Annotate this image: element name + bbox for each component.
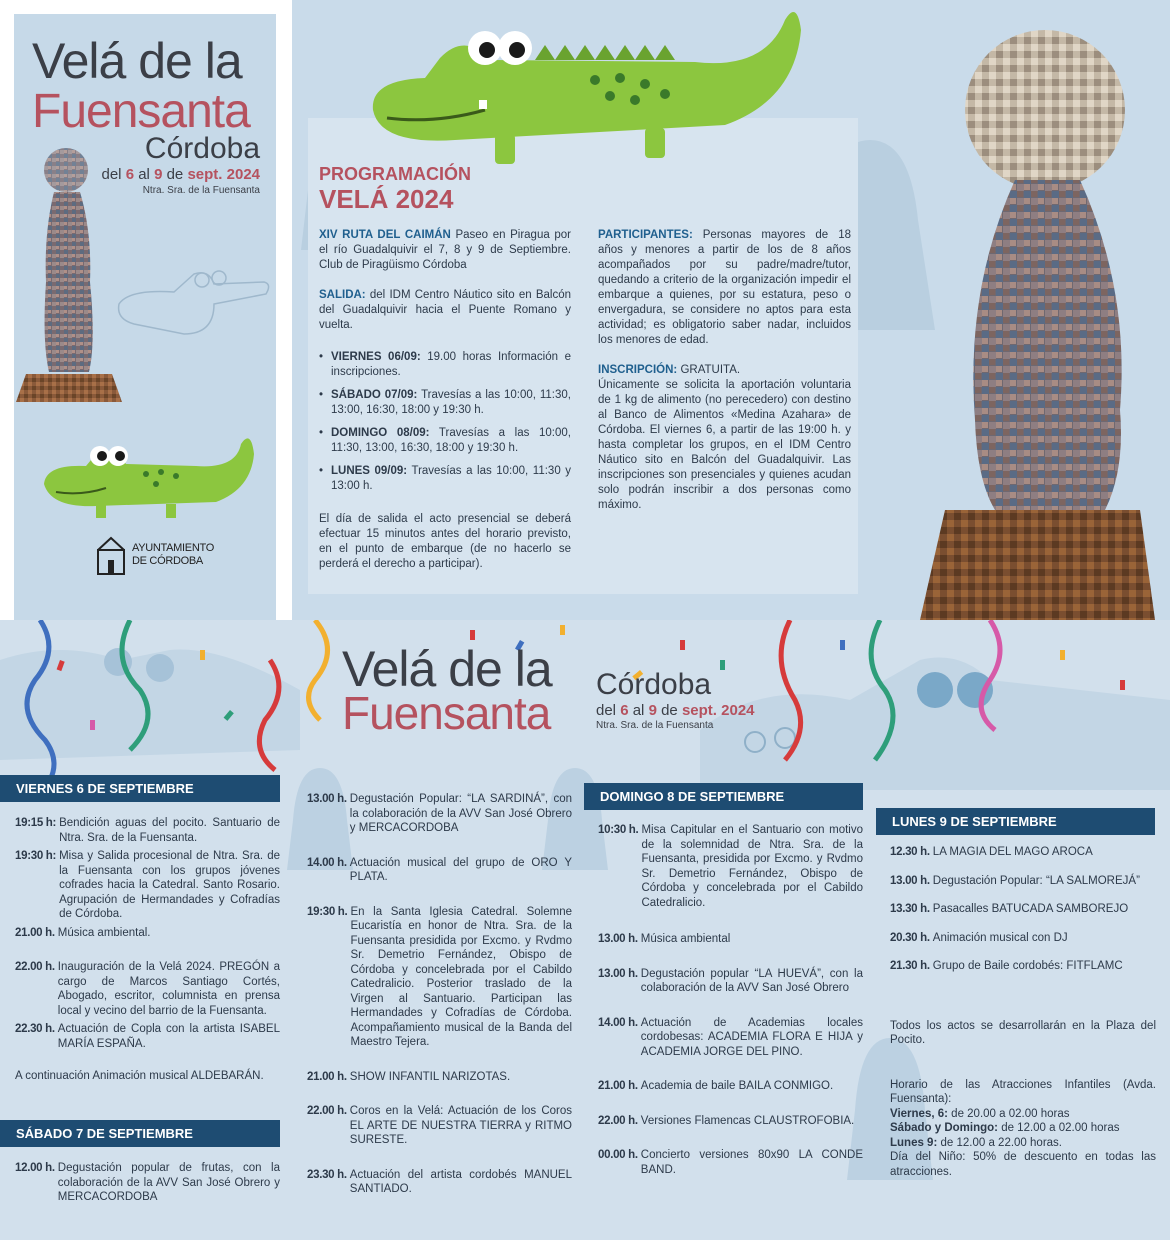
event-row: 12.00 h. Degustación popular de frutas, con la colaboración de la AVV San José Obrero y MERCACORDOBA bbox=[15, 1162, 280, 1203]
city-hall-icon bbox=[94, 536, 128, 576]
program-panel bbox=[308, 118, 858, 594]
event-row: 20.30 h. Animación musical con DJ bbox=[890, 931, 1068, 944]
banner-dates: del 6 al 9 de sept. 2024 bbox=[596, 702, 755, 719]
day-header-lunes: LUNES 9 DE SEPTIEMBRE bbox=[876, 808, 1155, 835]
event-row: 14.00 h. Actuación de Academias locales cordobesas: ACADEMIA FLORA E HIJA y ACADEMIA JORGE DEL PINO. bbox=[598, 1016, 863, 1058]
list-item: • DOMINGO 08/09: Travesías a las 10:00, 11:30, 13:00, 16:30, 18:00 y 19:30 h. bbox=[319, 426, 571, 456]
banner-title-line1: Velá de la bbox=[342, 641, 552, 697]
cover-background bbox=[14, 14, 276, 620]
list-item: • SÁBADO 07/09: Travesías a las 10:00, 11:30, 13:00, 16:30, 18:00 y 19:30 h. bbox=[319, 388, 571, 418]
ruta-text: Paseo en Piragua por el río Guadalquivir el 7, 8 y 9 de Septiembre. Club de Piragüismo Córdoba bbox=[319, 229, 571, 271]
event-row: 22.00 h. Coros en la Velá: Actuación de los Coros EL ARTE DE NUESTRA TIERRA y RITMO SURESTE. bbox=[307, 1105, 572, 1146]
inscripcion-label: INSCRIPCIÓN: bbox=[598, 364, 678, 376]
event-row: 13.00 h. Música ambiental bbox=[598, 933, 731, 945]
day-header-sabado: SÁBADO 7 DE SEPTIEMBRE bbox=[0, 1120, 280, 1147]
crocodile-icon-large bbox=[365, 0, 805, 175]
program-left-column bbox=[319, 228, 571, 587]
event-row: 22.00 h. Inauguración de la Velá 2024. PREGÓN a cargo de Marcos Santiago Cortés, Abogado, escritor, columnista en prensa local y vecino del barrio de la Fuensanta. bbox=[15, 961, 280, 1017]
salida-label: SALIDA: bbox=[319, 289, 366, 301]
ruta-label: XIV RUTA DEL CAIMÁN bbox=[319, 229, 451, 241]
program-right-column bbox=[598, 228, 851, 528]
sabado-events-continued bbox=[307, 792, 572, 1211]
atracciones-title: Horario de las Atracciones Infantiles (Avda. Fuensanta): bbox=[890, 1078, 1156, 1105]
event-row: 21.30 h. Grupo de Baile cordobés: FITFLAMC bbox=[890, 960, 1123, 972]
salida-text: del IDM Centro Náutico sito en Balcón del Guadalquivir hacia el Puente Romano y vuelta. bbox=[319, 289, 571, 331]
inscripcion-text: Únicamente se solicita la aportación voluntaria de 1 kg de alimento (no perecedero) con destino al Banco de Alimentos «Medina Azahara» de Córdoba. El viernes 6, a partir de las 19:00 h. y hasta completar los grupos, en el IDM Centro Náutico sito en Balcón del Guadalquivir. Las inscripciones son presenciales y quienes acudan solo podrán inscribir a dos personas como máximo. bbox=[598, 379, 851, 511]
event-row: 12.30 h. LA MAGIA DEL MAGO AROCA bbox=[890, 846, 1093, 858]
day-header-domingo: DOMINGO 8 DE SEPTIEMBRE bbox=[584, 783, 863, 810]
event-row: 19:15 h: Bendición aguas del pocito. Santuario de Ntra. Sra. de la Fuensanta. bbox=[15, 817, 280, 844]
event-row: 21.00 h. Música ambiental. bbox=[15, 926, 151, 939]
list-item: • LUNES 09/09: Travesías a las 10:00, 11:30 y 13:00 h. bbox=[319, 464, 571, 494]
event-row: 22.00 h. Versiones Flamencas CLAUSTROFOBIA. bbox=[598, 1114, 855, 1127]
list-item: • VIERNES 06/09: 19.00 horas Información e inscripciones. bbox=[319, 350, 571, 380]
event-row: 14.00 h. Actuación musical del grupo de ORO Y PLATA. bbox=[307, 856, 572, 883]
event-row: 13.00 h. Degustación Popular: “LA SARDINÁ”, con la colaboración de la AVV San José Obrero y MERCACORDOBA bbox=[307, 793, 572, 834]
program-note: El día de salida el acto presencial se deberá efectuar 15 minutos antes del horario previsto, en el punto de embarque (de no hacerlo se perderá el derecho a participar). bbox=[319, 513, 571, 570]
cover-dates: del 6 al 9 de sept. 2024 bbox=[101, 166, 260, 183]
lunes-location-note: Todos los actos se desarrollarán en la Plaza del Pocito. bbox=[890, 1019, 1156, 1046]
event-row: 00.00 h. Concierto versiones 80x90 LA CONDE BAND. bbox=[598, 1149, 863, 1176]
banner-city: Córdoba bbox=[596, 668, 712, 701]
viernes-note: A continuación Animación musical ALDEBARÁN. bbox=[15, 1070, 264, 1082]
ayuntamiento-logo bbox=[94, 536, 214, 576]
crocodile-icon bbox=[36, 424, 266, 524]
program-heading: PROGRAMACIÓN bbox=[319, 164, 471, 184]
travesias-list bbox=[319, 350, 571, 494]
cover-title-line2: Fuensanta bbox=[32, 85, 250, 138]
event-row: 13.30 h. Pasacalles BATUCADA SAMBOREJO bbox=[890, 903, 1129, 915]
event-row: 19:30 h. En la Santa Iglesia Catedral. Solemne Eucaristía en honor de Ntra. Sra. de la Fuensanta presidida por Excmo. y Rvdmo Sr. Demetrio Fernández, Obispo de Córdoba y concelebrada por el Cabildo Catedralicio. Posterior traslado de la Virgen al Santuario. Participan las Hermandades y Cofradías de Córdoba. Acompañamiento musical de la Banda del Maestro Tejera. bbox=[307, 905, 572, 1048]
cover-title-line1: Velá de la bbox=[32, 33, 242, 89]
event-row: 13.00 h. Degustación Popular: “LA SALMOREJÁ” bbox=[890, 874, 1140, 887]
participantes-label: PARTICIPANTES: bbox=[598, 229, 693, 241]
hours-row: Viernes, 6: de 20.00 a 02.00 horas bbox=[890, 1107, 1070, 1120]
inscripcion-value: GRATUITA. bbox=[680, 364, 741, 376]
logo-line1: AYUNTAMIENTO bbox=[132, 542, 214, 554]
domingo-events bbox=[598, 823, 863, 1191]
banner-title-line2: Fuensanta bbox=[342, 687, 551, 739]
dia-del-nino-note: Día del Niño: 50% de descuento en todas las atracciones. bbox=[890, 1151, 1156, 1178]
event-row: 13.00 h. Degustación popular “LA HUEVÁ”, con la colaboración de la AVV San José Obrero bbox=[598, 967, 863, 994]
participantes-text: Personas mayores de 18 años y menores a partir de los de 8 años acompañados por su padre/madre/tutor, quedando a criterio de la organización impedir el embarque a quienes, por su estatura, peso o envergadura, se considere no aptos para esta actividad; es obligatorio saber nadar, incluidos los menores de edad. bbox=[598, 229, 851, 346]
hours-row: Sábado y Domingo: de 12.00 a 02.00 horas bbox=[890, 1122, 1120, 1134]
event-row: 23.30 h. Actuación del artista cordobés MANUEL SANTIADO. bbox=[307, 1168, 572, 1195]
sabado-events-start bbox=[15, 1161, 280, 1219]
event-row: 10:30 h. Misa Capitular en el Santuario con motivo de la solemnidad de Ntra. Sra. de la Fuensanta, presidida por Excmo. y Rvdmo Sr. Demetrio Fernández, Obispo de Córdoba y concelebrada por el Cabildo Catedralicio. bbox=[598, 824, 863, 909]
event-row: 21.00 h. Academia de baile BAILA CONMIGO. bbox=[598, 1080, 834, 1092]
banner-subtitle: Ntra. Sra. de la Fuensanta bbox=[596, 720, 714, 731]
event-row: 19:30 h: Misa y Salida procesional de Ntra. Sra. de la Fuensanta con los grupos jóvenes cofrades hacia la Catedral. Santo Rosario. Agrupación de Hermandades y Cofradías de Córdoba. bbox=[15, 850, 280, 920]
virgin-statue-illustration bbox=[4, 142, 124, 422]
logo-line2: DE CÓRDOBA bbox=[132, 555, 203, 567]
cover-subtitle: Ntra. Sra. de la Fuensanta bbox=[142, 185, 260, 196]
event-row: 21.00 h. SHOW INFANTIL NARIZOTAS. bbox=[307, 1070, 511, 1083]
cover-panel bbox=[0, 0, 292, 620]
lunes-events bbox=[890, 845, 1156, 1179]
hours-row: Lunes 9: de 12.00 a 22.00 horas. bbox=[890, 1136, 1062, 1149]
crocodile-outline-icon bbox=[114, 264, 274, 354]
viernes-events bbox=[15, 816, 280, 1098]
atracciones-hours bbox=[890, 1078, 1156, 1180]
day-header-viernes: VIERNES 6 DE SEPTIEMBRE bbox=[0, 775, 280, 802]
cover-city: Córdoba bbox=[144, 132, 260, 165]
bottom-section bbox=[0, 620, 1170, 1240]
virgin-statue-mosaic bbox=[905, 30, 1170, 620]
event-row: 22.30 h. Actuación de Copla con la artista ISABEL MARÍA ESPAÑA. bbox=[15, 1023, 280, 1050]
program-year-heading: VELÁ 2024 bbox=[319, 184, 454, 214]
